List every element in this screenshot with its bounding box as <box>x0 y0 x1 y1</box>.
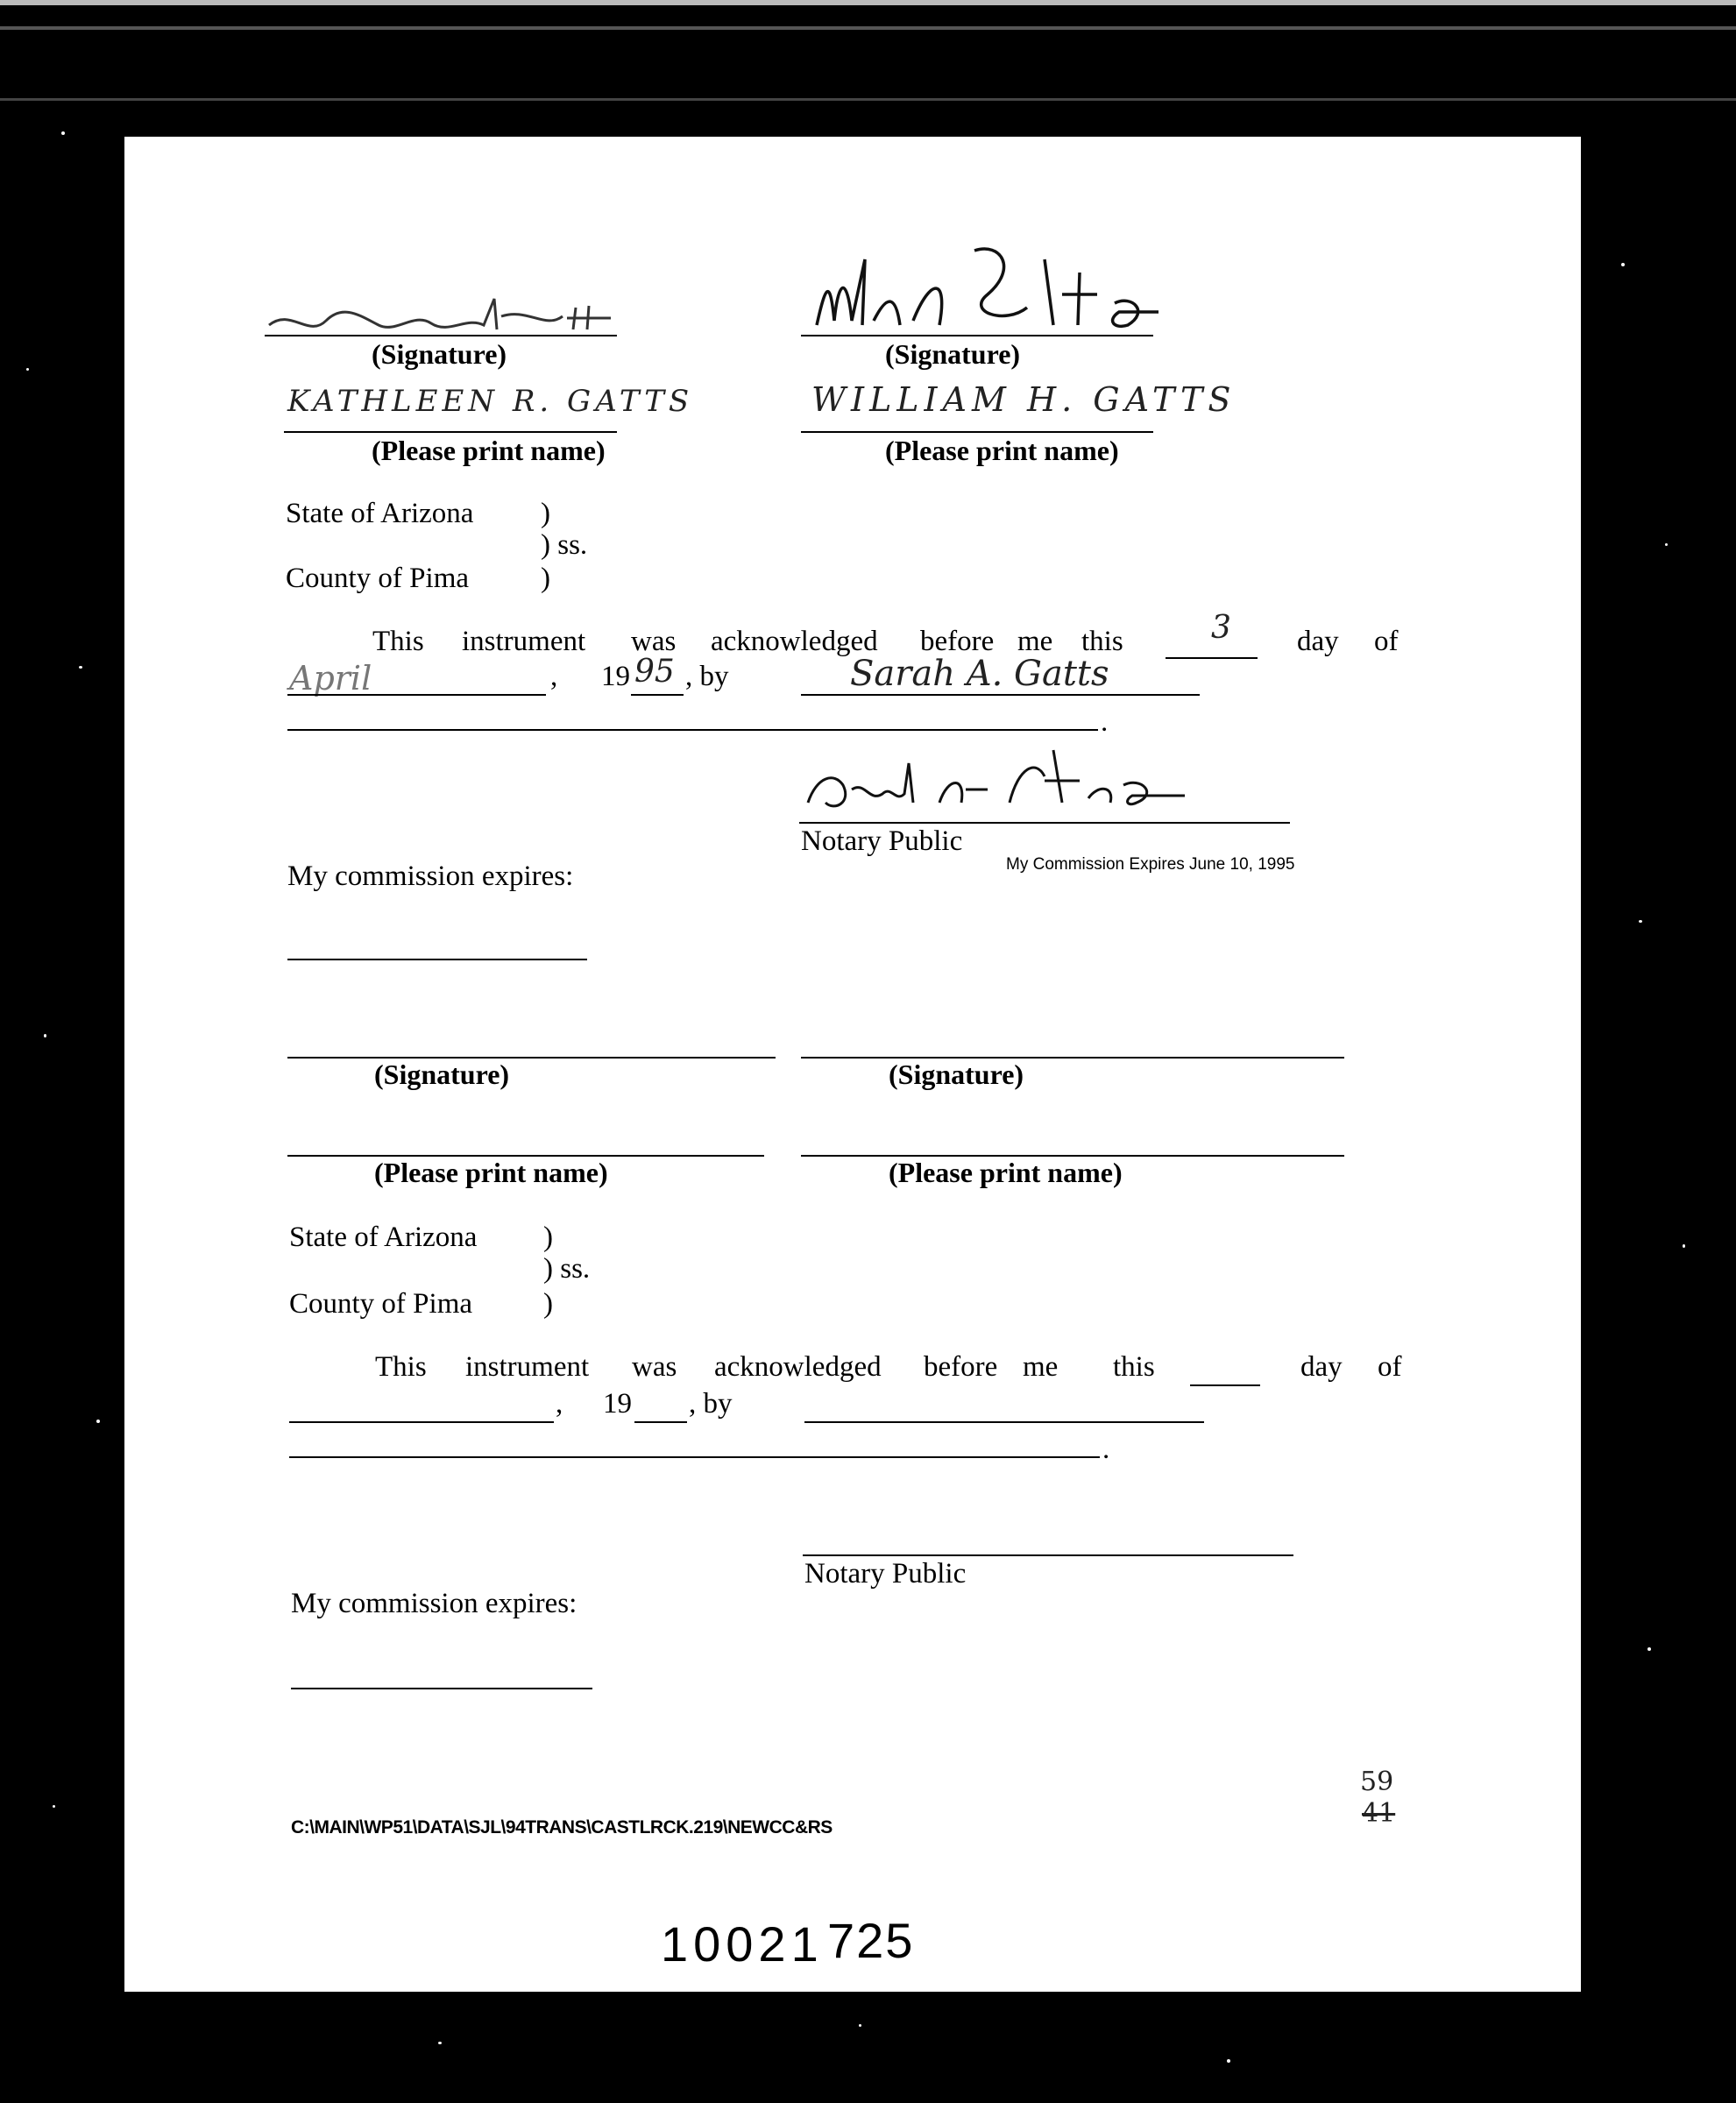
continuation-line <box>287 729 1098 731</box>
ack-word: was <box>632 1351 677 1383</box>
document-number-page: 725 <box>827 1913 915 1968</box>
signature-line-right <box>801 335 1153 336</box>
printed-name-right: WILLIAM H. GATTS <box>811 380 1236 419</box>
period: . <box>1101 706 1109 738</box>
scan-speck <box>859 2024 861 2027</box>
commission-stamp: My Commission Expires June 10, 1995 <box>1006 855 1295 874</box>
notary-line <box>799 822 1290 824</box>
file-path: C:\MAIN\WP51\DATA\SJL\94TRANS\CASTLRCK.219\NEWCC&RS <box>291 1817 833 1837</box>
ack-word: me <box>1017 626 1053 657</box>
notary-public-label: Notary Public <box>801 825 963 857</box>
by-value: Sarah A. Gatts <box>850 654 1109 694</box>
scan-edge-line <box>0 26 1736 30</box>
signature-label-left: (Signature) <box>372 338 507 370</box>
ss-label: ) ss. <box>543 1253 591 1285</box>
by-line <box>801 694 1200 696</box>
ack-word: This <box>372 626 424 657</box>
by-label: , by <box>685 661 729 692</box>
day-line <box>1166 657 1258 659</box>
comma: , <box>556 1388 563 1420</box>
document-number: 10021 <box>661 1916 824 1972</box>
year-prefix: 19 <box>601 661 630 692</box>
printed-name-left: KATHLEEN R. GATTS <box>287 384 694 419</box>
scan-edge-line <box>0 98 1736 101</box>
signature-label-right: (Signature) <box>885 338 1021 370</box>
ack-word: me <box>1023 1351 1059 1383</box>
by-label: , by <box>689 1388 733 1420</box>
county-label: County of Pima <box>289 1288 473 1320</box>
ack-word: acknowledged <box>714 1351 882 1383</box>
signature-label-left: (Signature) <box>374 1059 510 1090</box>
year-line <box>634 1421 687 1423</box>
day-value: 3 <box>1211 610 1231 646</box>
state-paren: ) <box>543 1221 553 1253</box>
by-line <box>804 1421 1204 1423</box>
county-paren: ) <box>543 1288 553 1320</box>
scan-edge-top <box>0 0 1736 5</box>
signature-label-right: (Signature) <box>889 1059 1024 1090</box>
ack-word: before <box>924 1351 998 1383</box>
ack-word: day <box>1297 626 1339 657</box>
ack-word: acknowledged <box>711 626 878 657</box>
state-label: State of Arizona <box>289 1221 478 1253</box>
signature-line-right <box>801 1057 1344 1059</box>
commission-label: My commission expires: <box>287 860 574 892</box>
scan-speck <box>1665 543 1668 546</box>
signature-william <box>799 242 1167 338</box>
month-line <box>289 1421 554 1423</box>
document-page <box>124 137 1581 1992</box>
ack-word: before <box>920 626 995 657</box>
signature-line-left <box>265 335 617 336</box>
ack-word: This <box>375 1351 427 1383</box>
print-name-label-right: (Please print name) <box>885 435 1119 466</box>
notary-line <box>803 1554 1293 1556</box>
scan-speck <box>1683 1244 1685 1248</box>
state-paren: ) <box>541 498 550 529</box>
month-line <box>287 694 546 696</box>
county-paren: ) <box>541 563 550 594</box>
scan-speck <box>26 368 29 371</box>
scan-speck <box>1621 263 1625 266</box>
comma: , <box>550 661 558 692</box>
ack-word: instrument <box>462 626 586 657</box>
print-name-line-left <box>284 431 617 433</box>
scan-speck <box>438 2042 442 2044</box>
ack-word: instrument <box>465 1351 590 1383</box>
print-name-line-right <box>801 431 1153 433</box>
scan-speck <box>96 1420 100 1423</box>
scan-speck <box>1647 1647 1651 1651</box>
ack-word: was <box>631 626 677 657</box>
notary-signature <box>799 741 1202 820</box>
year-value: 95 <box>634 654 675 690</box>
print-name-label-left: (Please print name) <box>374 1157 608 1188</box>
ack-word: this <box>1113 1351 1155 1383</box>
state-label: State of Arizona <box>286 498 474 529</box>
ss-label: ) ss. <box>541 529 588 561</box>
page-number-new: 59 <box>1360 1767 1394 1797</box>
ack-word: of <box>1374 626 1399 657</box>
commission-line <box>291 1688 592 1689</box>
scan-speck <box>44 1034 46 1037</box>
scan-speck <box>79 666 82 669</box>
commission-label: My commission expires: <box>291 1588 577 1619</box>
scan-speck <box>1227 2059 1230 2063</box>
print-name-label-left: (Please print name) <box>372 435 606 466</box>
county-label: County of Pima <box>286 563 470 594</box>
notary-public-label: Notary Public <box>804 1558 967 1590</box>
scan-speck <box>61 131 65 135</box>
signature-line-left <box>287 1057 776 1059</box>
ack-word: of <box>1378 1351 1402 1383</box>
ack-word: day <box>1300 1351 1343 1383</box>
print-name-label-right: (Please print name) <box>889 1157 1123 1188</box>
year-prefix: 19 <box>603 1388 632 1420</box>
scan-speck <box>53 1805 55 1808</box>
continuation-line <box>289 1456 1100 1458</box>
commission-line <box>287 959 587 960</box>
period: . <box>1102 1434 1110 1465</box>
day-line <box>1190 1384 1260 1386</box>
ack-word: this <box>1081 626 1123 657</box>
scan-speck <box>1639 920 1642 923</box>
month-value: April <box>289 659 372 697</box>
page-number-old: 41 <box>1362 1798 1396 1829</box>
year-line <box>631 694 684 696</box>
